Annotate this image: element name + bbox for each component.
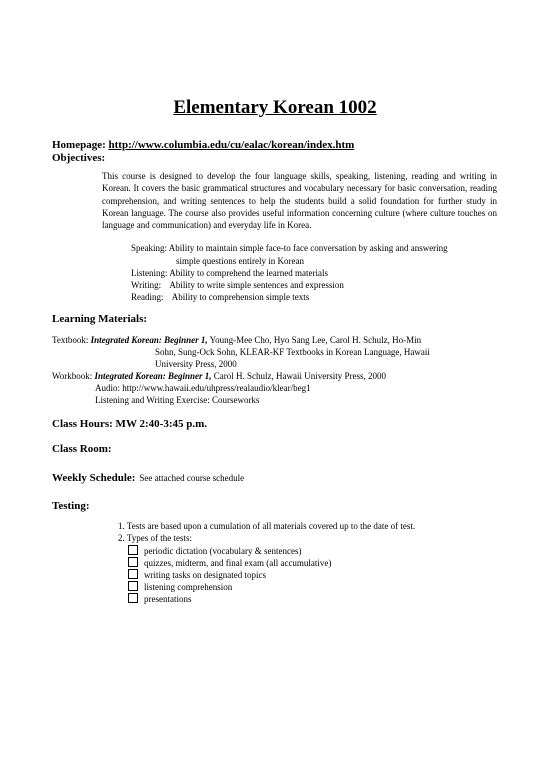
skill-listening xyxy=(131,268,328,278)
objectives-heading: Objectives: xyxy=(52,152,106,164)
test-type-item xyxy=(128,593,192,604)
skill-label: Reading: xyxy=(131,292,164,302)
checkbox-icon xyxy=(128,569,138,579)
test-type-label: presentations xyxy=(144,594,192,604)
skill-text: Ability to comprehension simple texts xyxy=(171,292,310,302)
audio-line: Audio: http://www.hawaii.edu/uhpress/realaudio/klear/beg1 xyxy=(95,383,311,393)
skill-text: Ability to write simple sentences and expression xyxy=(169,280,344,290)
test-type-label: listening comprehension xyxy=(144,582,233,592)
skill-speaking-cont: simple questions entirely in Korean xyxy=(176,256,304,266)
skill-reading xyxy=(131,292,309,302)
document-title: Elementary Korean 1002 xyxy=(173,97,377,118)
test-type-item xyxy=(128,581,232,592)
exercise-line: Listening and Writing Exercise: Courseworks xyxy=(95,395,260,405)
skill-label: Listening: xyxy=(131,268,168,278)
weekly-schedule xyxy=(52,468,244,486)
weekly-text: See attached course schedule xyxy=(139,473,245,483)
skill-text: Ability to maintain simple face-to face conversation by asking and answering xyxy=(168,243,448,253)
workbook-line xyxy=(52,371,386,381)
testing-point-1: 1. Tests are based upon a cumulation of all materials covered up to the date of test. xyxy=(118,521,416,531)
test-type-item xyxy=(128,545,301,556)
textbook-label: Textbook: xyxy=(52,335,89,345)
testing-heading: Testing: xyxy=(52,500,90,512)
textbook-line-2: Sohn, Sung-Ock Sohn, KLEAR-KF Textbooks in Korean Language, Hawaii xyxy=(155,347,430,357)
textbook-authors: Young-Mee Cho, Hyo Sang Lee, Carol H. Schulz, Ho-Min xyxy=(209,335,422,345)
textbook-title: Integrated Korean: Beginner 1, xyxy=(90,335,208,345)
testing-point-2: 2. Types of the tests: xyxy=(118,533,192,543)
checkbox-icon xyxy=(128,593,138,603)
workbook-label: Workbook: xyxy=(52,371,93,381)
checkbox-icon xyxy=(128,581,138,591)
weekly-label: Weekly Schedule: xyxy=(52,472,136,484)
workbook-title: Integrated Korean: Beginner 1, xyxy=(94,371,212,381)
class-hours: Class Hours: MW 2:40-3:45 p.m. xyxy=(52,418,208,430)
skill-text: Ability to comprehend the learned materials xyxy=(169,268,328,278)
materials-heading: Learning Materials: xyxy=(52,313,148,325)
homepage-line xyxy=(52,139,354,151)
test-type-item xyxy=(128,557,331,568)
homepage-link[interactable]: http://www.columbia.edu/cu/ealac/korean/index.htm xyxy=(108,139,355,151)
checkbox-icon xyxy=(128,545,138,555)
skill-writing xyxy=(131,280,344,290)
skill-label: Writing: xyxy=(131,280,162,290)
textbook-line-3: University Press, 2000 xyxy=(155,359,237,369)
workbook-rest: Carol H. Schulz, Hawaii University Press, 2000 xyxy=(213,371,387,381)
checkbox-icon xyxy=(128,557,138,567)
objectives-paragraph: This course is designed to develop the four language skills, speaking, listening, reading and writing in Korean. It covers the basic grammatical structures and vocabulary necessary for basic conversation, reading comprehension, and writing sentences to help the students build a solid foundation for further study in Korean language. The course also provides useful information concerning culture (where culture touches on language and communication) and everyday life in Korea. xyxy=(102,171,497,231)
textbook-line xyxy=(52,335,496,345)
skill-speaking xyxy=(131,243,448,253)
skill-label: Speaking: xyxy=(131,243,167,253)
test-type-label: writing tasks on designated topics xyxy=(144,570,266,580)
homepage-label: Homepage: xyxy=(52,139,106,151)
test-type-label: periodic dictation (vocabulary & sentences) xyxy=(144,546,302,556)
class-room: Class Room: xyxy=(52,443,112,455)
test-type-item xyxy=(128,569,266,580)
test-type-label: quizzes, midterm, and final exam (all accumulative) xyxy=(144,558,332,568)
